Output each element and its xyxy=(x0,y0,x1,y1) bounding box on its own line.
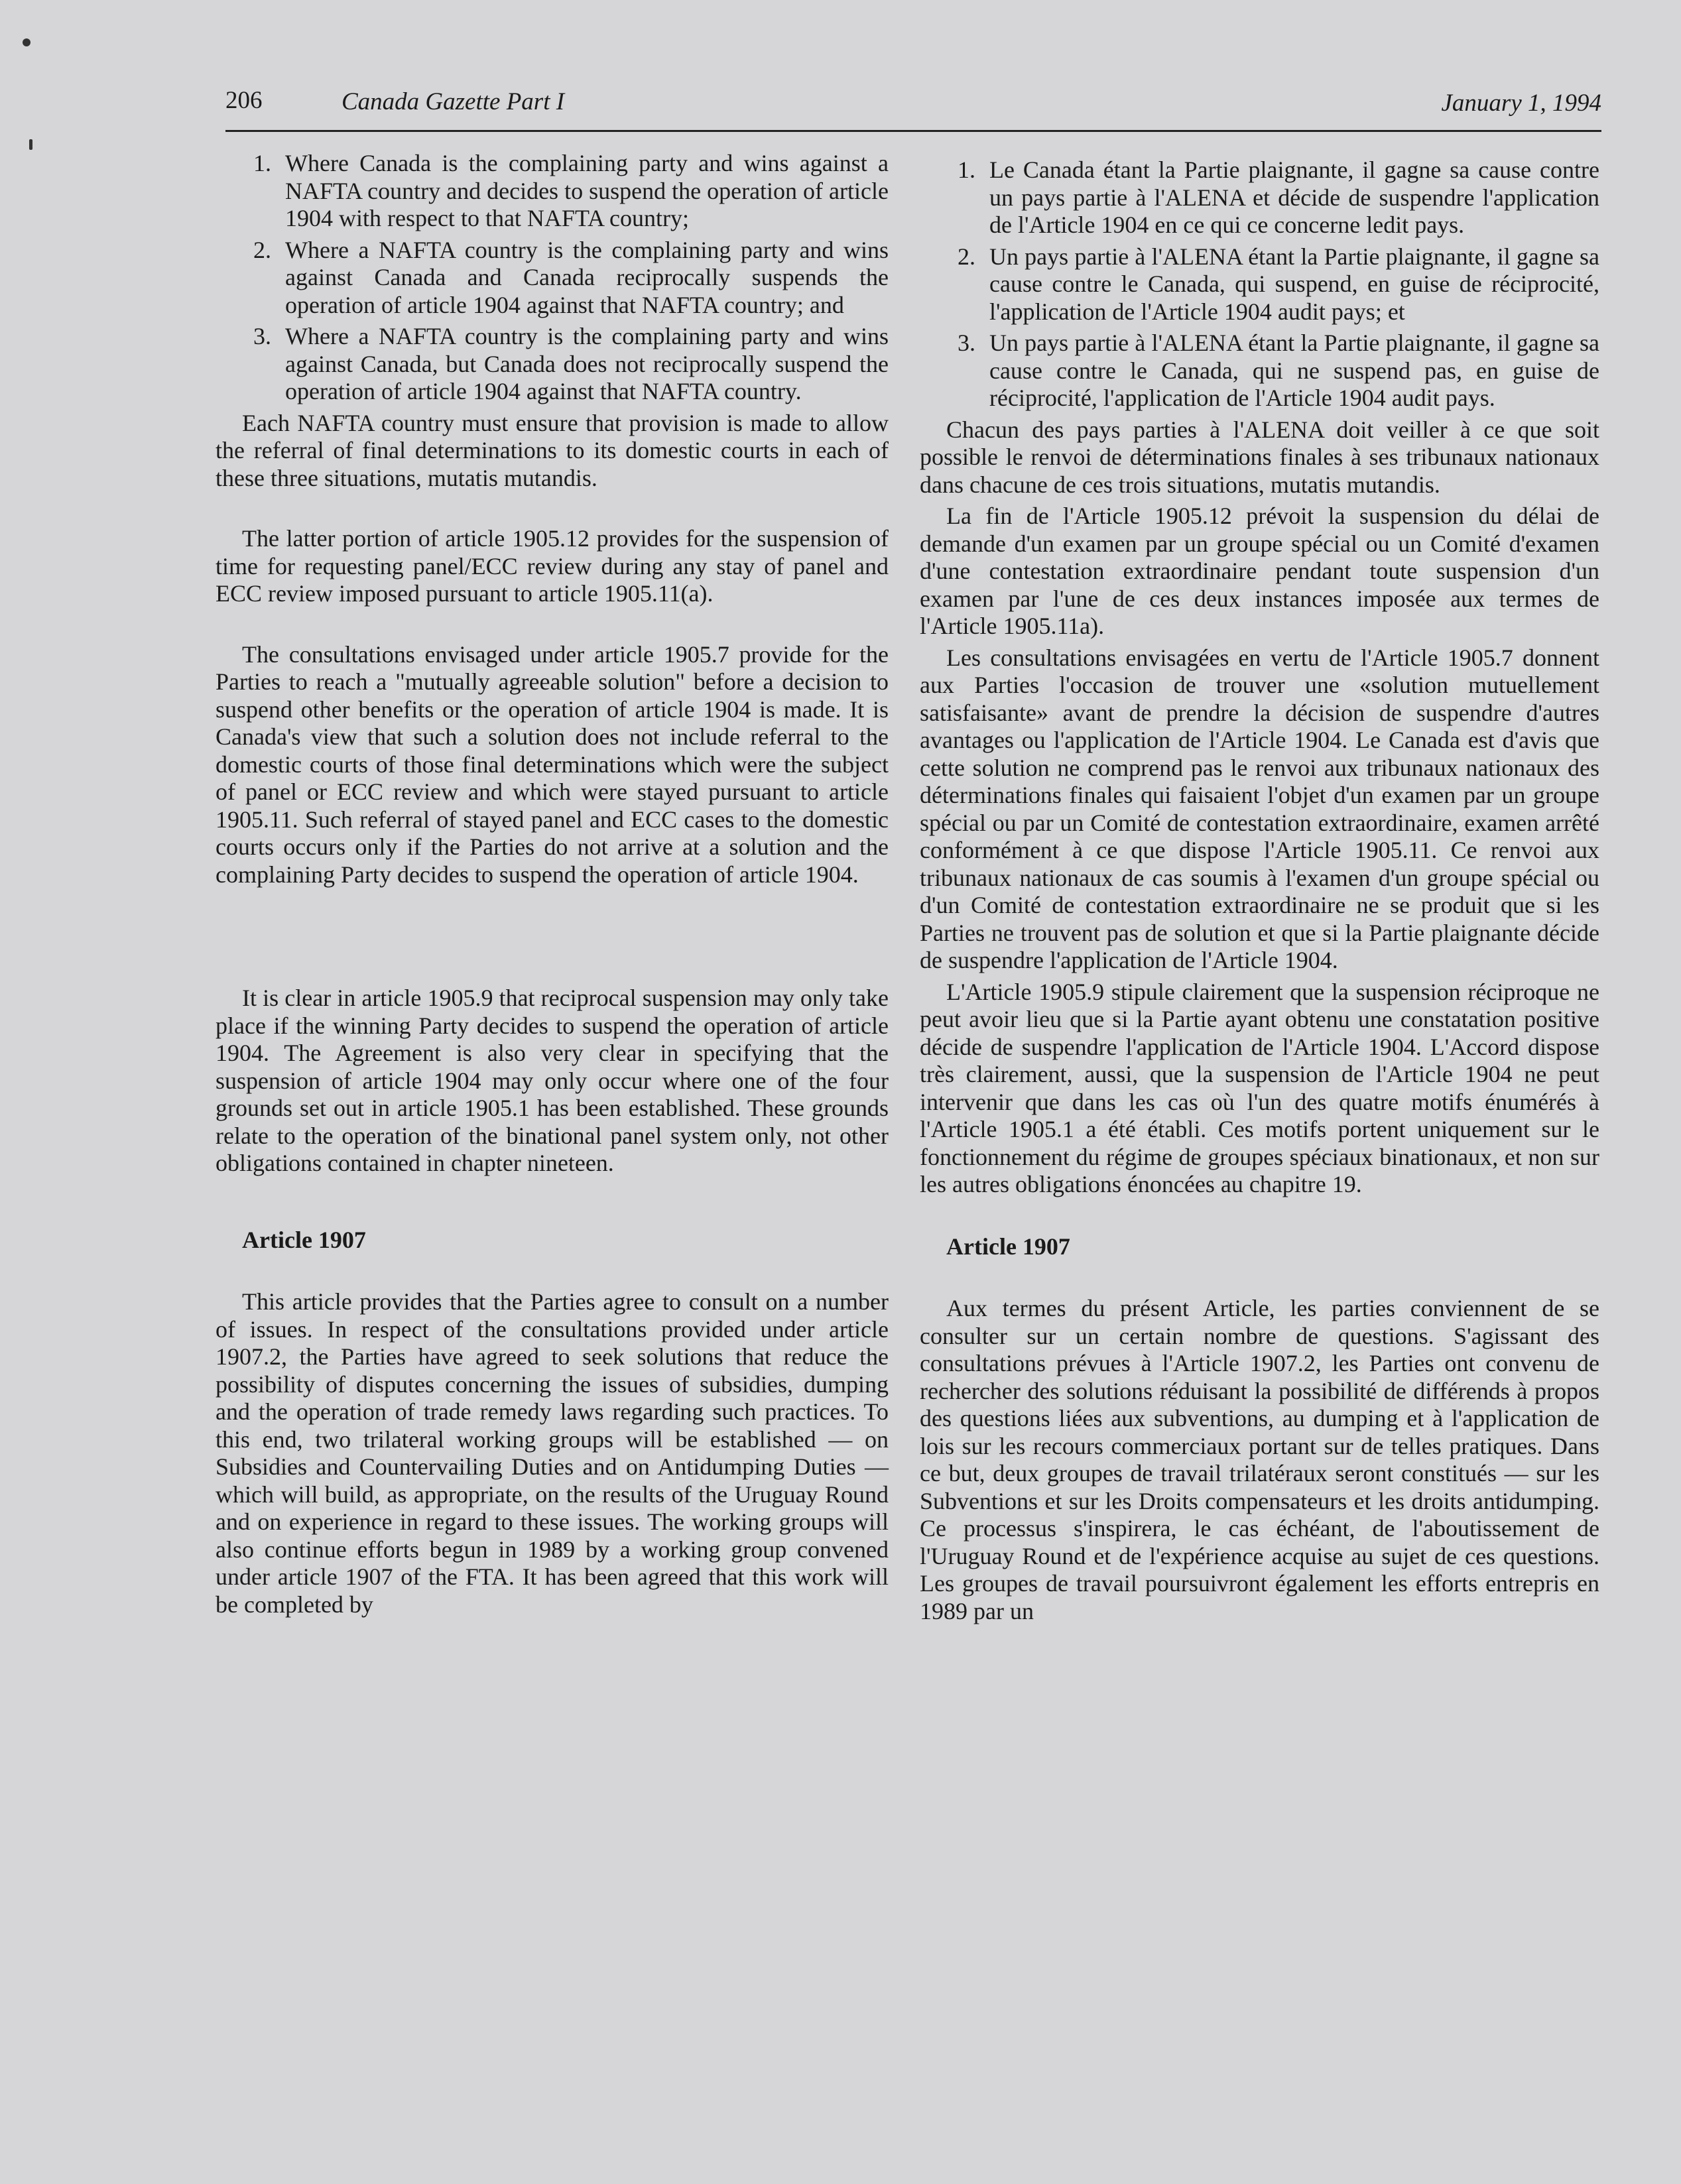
english-column xyxy=(216,150,889,1618)
list-text: Where a NAFTA country is the complaining party and wins against Canada and Canada reciprocally suspends the operation of article 1904 against that NAFTA country; and xyxy=(285,236,889,318)
list-text: Un pays partie à l'ALENA étant la Partie plaignante, il gagne sa cause contre le Canada, qui suspend, en guise de réciprocité, l'application de l'Article 1904 audit pays; et xyxy=(989,243,1599,325)
paragraph: This article provides that the Parties agree to consult on a number of issues. In respect of the consultations provided under article 1907.2, the Parties have agreed to seek solutions that reduce the possibility of disputes concerning the issues of subsidies, dumping and the operation of trade remedy laws regarding such practices. To this end, two trilateral working groups will be established — on Subsidies and Countervailing Duties and on Antidumping Duties — which will build, as appropriate, on the results of the Uruguay Round and on experience in regard to these issues. The working groups will also continue efforts begun in 1989 by a working group convened under article 1907 of the FTA. It has been agreed that this work will be completed by xyxy=(216,1288,889,1618)
page-number: 206 xyxy=(225,87,263,114)
paragraph: L'Article 1905.9 stipule clairement que la suspension réciproque ne peut avoir lieu que si la Partie ayant obtenu une constatation positive décide de suspendre l'application de l'Article 1904. L'Accord dispose très clairement, aussi, que la suspension de l'Article 1904 ne peut intervenir que dans les cas où l'un des quatre motifs énumérés à l'Article 1905.1 a été établi. Ces motifs portent uniquement sur le fonctionnement du régime de groupes spéciaux binationaux, et non sur les autres obligations énoncées au chapitre 19. xyxy=(920,978,1599,1197)
list-number: 2. xyxy=(253,236,271,263)
list-item xyxy=(920,156,1599,239)
situations-list-fr xyxy=(920,156,1599,412)
list-number: 1. xyxy=(253,150,271,176)
paragraph: La fin de l'Article 1905.12 prévoit la suspension du délai de demande d'un examen par un groupe spécial ou un Comité d'examen d'une contestation extraordinaire pendant toute suspension d'un examen par l'une de ces deux instances imposée aux termes de l'Article 1905.11a). xyxy=(920,503,1599,639)
list-number: 3. xyxy=(958,330,975,356)
paragraph: The consultations envisaged under article 1905.7 provide for the Parties to reach a "mutually agreeable solution" before a decision to suspend other benefits or the operation of article 1904 is made. It is Canada's view that such a solution does not include referral to the domestic courts of those final determinations which were the subject of panel or ECC review and which were stayed pursuant to article 1905.11. Such referral of stayed panel and ECC cases to the domestic courts occurs only if the Parties do not arrive at a solution and the complaining Party decides to suspend the operation of article 1904. xyxy=(216,640,889,888)
list-item xyxy=(920,243,1599,326)
section-heading: Article 1907 xyxy=(242,1226,366,1253)
scan-speck xyxy=(29,139,32,150)
paragraph: It is clear in article 1905.9 that reciprocal suspension may only take place if the winning Party decides to suspend the operation of article 1904. The Agreement is also very clear in specifying that the suspension of article 1904 may only occur where one of the four grounds set out in article 1905.1 has been established. These grounds relate to the operation of the binational panel system only, not other obligations contained in chapter nineteen. xyxy=(216,985,889,1176)
list-item xyxy=(920,330,1599,412)
list-text: Un pays partie à l'ALENA étant la Partie plaignante, il gagne sa cause contre le Canada, qui ne suspend pas, en guise de réciprocité, l'application de l'Article 1904 audit pays. xyxy=(989,330,1599,411)
list-text: Where a NAFTA country is the complaining party and wins against Canada, but Canada does not reciprocally suspend the operation of article 1904 against that NAFTA country. xyxy=(285,323,889,404)
list-item xyxy=(216,237,889,320)
list-text: Le Canada étant la Partie plaignante, il gagne sa cause contre un pays partie à l'ALENA et décide de suspendre l'application de l'Article 1904 en ce qui ce concerne ledit pays. xyxy=(989,156,1599,238)
paragraph: Each NAFTA country must ensure that provision is made to allow the referral of final determinations to its domestic courts in each of these three situations, mutatis mutandis. xyxy=(216,409,889,491)
paragraph: The latter portion of article 1905.12 provides for the suspension of time for requesting panel/ECC review during any stay of panel and ECC review imposed pursuant to article 1905.11(a). xyxy=(216,525,889,607)
page-header xyxy=(225,85,1601,132)
paragraph: Aux termes du présent Article, les parties conviennent de se consulter sur un certain nombre de questions. S'agissant des consultations prévues à l'Article 1907.2, les Parties ont convenu de rechercher des solutions réduisant la possibilité de différends à propos des questions liées aux subventions, au dumping et à l'application de lois sur les recours commerciaux portant sur de telles pratiques. Dans ce but, deux groupes de travail trilatéraux seront constitués — sur les Subventions et sur les Droits compensateurs et les droits antidumping. Ce processus s'inspirera, le cas échéant, de l'aboutissement de l'Uruguay Round et de l'expérience acquise au sujet de ces questions. Les groupes de travail poursuivront également les efforts entrepris en 1989 par un xyxy=(920,1295,1599,1624)
french-column xyxy=(920,156,1599,1625)
list-number: 1. xyxy=(958,156,975,183)
list-text: Where Canada is the complaining party and wins against a NAFTA country and decides to suspend the operation of article 1904 with respect to that NAFTA country; xyxy=(285,150,889,231)
situations-list-en xyxy=(216,150,889,406)
paragraph: Les consultations envisagées en vertu de l'Article 1905.7 donnent aux Parties l'occasion de trouver une «solution mutuellement satisfaisante» avant de prendre la décision de suspendre d'autres avantages ou l'application de l'Article 1904. Le Canada est d'avis que cette solution ne comprend pas le renvoi aux tribunaux nationaux des déterminations finales qui faisaient l'objet d'un examen par un groupe spécial ou par un Comité de contestation extraordinaire, examen arrêté conformément à ce que dispose l'Article 1905.11. Ce renvoi aux tribunaux nationaux de cas soumis à l'examen d'un groupe spécial ou d'un Comité de contestation extraordinaire ne se produit que si les Parties ne trouvent pas de solution et que si la Partie plaignante décide de suspendre l'application de l'Article 1904. xyxy=(920,644,1599,973)
scan-speck xyxy=(23,38,31,46)
list-number: 2. xyxy=(958,243,975,270)
list-item xyxy=(216,323,889,406)
list-number: 3. xyxy=(253,323,271,349)
section-heading: Article 1907 xyxy=(946,1233,1070,1260)
list-item xyxy=(216,150,889,233)
publication-date: January 1, 1994 xyxy=(1441,90,1601,117)
publication-title: Canada Gazette Part I xyxy=(342,88,565,115)
paragraph: Chacun des pays parties à l'ALENA doit veiller à ce que soit possible le renvoi de déterminations finales à ses tribunaux nationaux dans chacune de ces trois situations, mutatis mutandis. xyxy=(920,416,1599,498)
